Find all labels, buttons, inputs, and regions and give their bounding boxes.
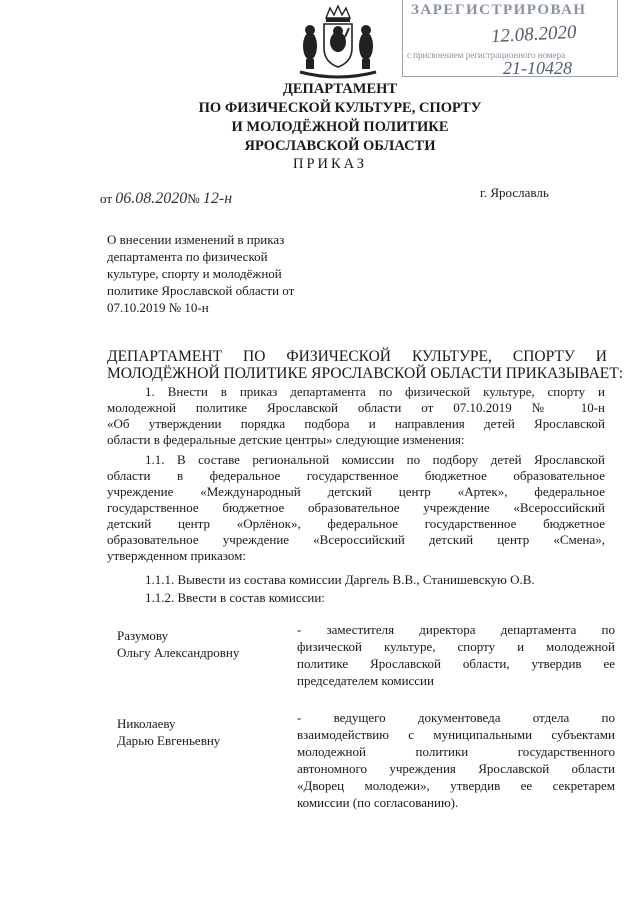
item-1-1-1: 1.1.1. Вывести из состава комиссии Даргель В.В., Станишевскую О.В.	[145, 572, 535, 587]
subject-line: 07.10.2019 № 10-н	[107, 300, 209, 315]
paragraph-line: молодежной политике Ярославской области от 07.10.2019 № 10-н	[107, 400, 605, 415]
order-date-number	[100, 190, 232, 208]
paragraph-line: утвержденном приказом:	[107, 548, 246, 563]
member-2-name	[117, 715, 220, 749]
role-line: политике Ярославской области, утвердив ее	[297, 656, 615, 671]
stamp-caption: с присвоением регистрационного номера	[407, 50, 566, 60]
subject-line: департамента по физической	[107, 249, 268, 264]
document-type: ПРИКАЗ	[292, 156, 368, 172]
handwritten-date: 06.08.2020	[115, 190, 188, 207]
preamble-line: ДЕПАРТАМЕНТ ПО ФИЗИЧЕСКОЙ КУЛЬТУРЕ, СПОРТУ И	[107, 348, 607, 365]
department-header-line-3: И МОЛОДЁЖНОЙ ПОЛИТИКЕ	[231, 119, 449, 135]
department-header-line-2: ПО ФИЗИЧЕСКОЙ КУЛЬТУРЕ, СПОРТУ	[198, 100, 482, 116]
role-line: молодежной политики государственного	[297, 744, 615, 759]
role-line: - ведущего документоведа отдела по	[297, 710, 615, 725]
subject-line: политике Ярославской области от	[107, 283, 295, 298]
stamp-number: 21-10428	[503, 58, 572, 78]
city: г. Ярославль	[480, 185, 549, 200]
order-preamble	[107, 348, 624, 382]
stamp-date: 12.08.2020	[490, 21, 577, 48]
paragraph-line: учреждение «Международный детский центр «Артек», федеральное	[107, 484, 605, 499]
paragraph-line: 1.1. В составе региональной комиссии по подбору детей Ярославской	[145, 452, 605, 467]
role-line: - заместителя директора департамента по	[297, 622, 615, 637]
member-1-name	[117, 627, 239, 661]
role-line: автономного учреждения Ярославской области	[297, 761, 615, 776]
member-2-role	[297, 709, 615, 811]
registration-stamp	[402, 0, 618, 77]
member-name-line: Николаеву	[117, 716, 176, 731]
paragraph-line: 1. Внести в приказ департамента по физической культуре, спорту и	[145, 384, 605, 399]
subject-line: О внесении изменений в приказ	[107, 232, 285, 247]
paragraph-line: области в федеральные детские центры» следующие изменения:	[107, 432, 465, 447]
role-line: физической культуре, спорту и молодежной	[297, 639, 615, 654]
handwritten-number: 12-н	[202, 190, 233, 207]
member-name-line: Ольгу Александровну	[117, 645, 240, 660]
date-prefix: от	[100, 191, 113, 206]
member-name-line: Разумову	[117, 628, 169, 643]
department-header-line-4: ЯРОСЛАВСКОЙ ОБЛАСТИ	[244, 138, 436, 154]
role-line: взаимодействию с муниципальными субъектами	[297, 727, 615, 742]
paragraph-1	[107, 384, 605, 448]
paragraph-1-1	[107, 452, 605, 564]
item-1-1-2: 1.1.2. Ввести в состав комиссии:	[145, 590, 325, 605]
role-line: председателем комиссии	[297, 673, 434, 688]
paragraph-line: государственное бюджетное образовательное учреждение «Всероссийский	[107, 500, 605, 515]
coat-of-arms-emblem	[296, 4, 380, 82]
paragraph-line: детский центр «Орлёнок», федеральное государственное бюджетное	[107, 516, 605, 531]
role-line: «Дворец молодежи», утвердив ее секретарем	[297, 778, 615, 793]
subject-line: культуре, спорту и молодёжной	[107, 266, 282, 281]
preamble-line: МОЛОДЁЖНОЙ ПОЛИТИКЕ ЯРОСЛАВСКОЙ ОБЛАСТИ ПРИКАЗЫВАЕТ:	[107, 365, 624, 382]
role-line: комиссии (по согласованию).	[297, 795, 459, 810]
order-subject	[107, 231, 347, 316]
paragraph-line: «Об утверждении порядка подбора и направления детей Ярославской	[107, 416, 605, 431]
member-name-line: Дарью Евгеньевну	[117, 733, 221, 748]
member-1-role	[297, 621, 615, 689]
stamp-title: ЗАРЕГИСТРИРОВАН	[411, 2, 587, 18]
paragraph-line: области в федеральное государственное бюджетное образовательное	[107, 468, 605, 483]
number-prefix: №	[187, 191, 200, 206]
department-header-line-1: ДЕПАРТАМЕНТ	[282, 81, 398, 97]
paragraph-line: образовательное учреждение «Всероссийский детский центр «Смена»,	[107, 532, 605, 547]
